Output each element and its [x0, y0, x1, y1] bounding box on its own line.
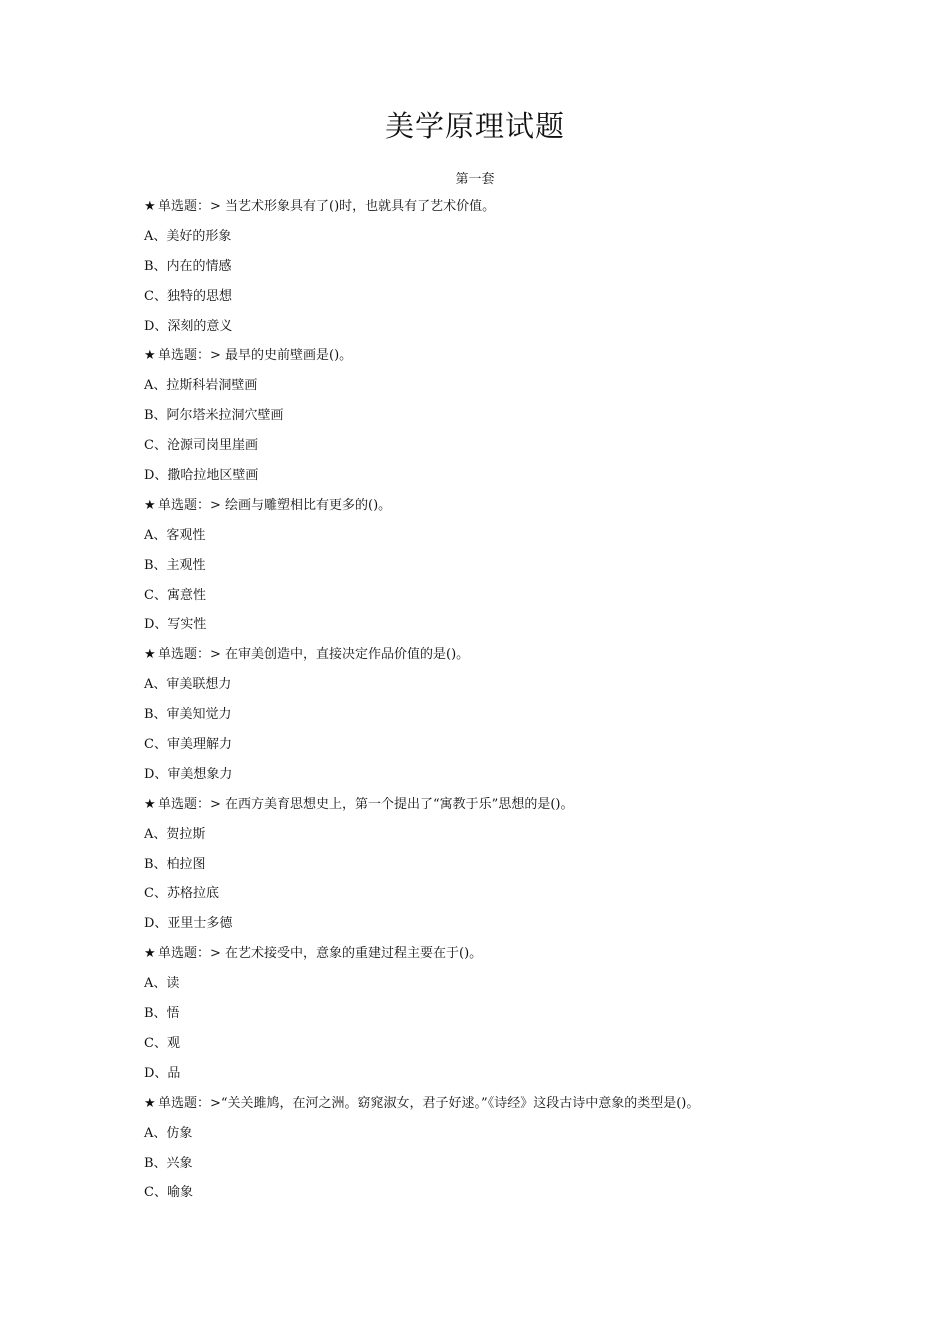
- answer-option: C、喻象: [144, 1185, 193, 1201]
- answer-option: A、客观性: [144, 527, 206, 543]
- answer-option: D、写实性: [144, 617, 207, 633]
- question-stem: [144, 346, 844, 376]
- answer-option: A、审美联想力: [144, 677, 232, 693]
- answer-option: A、贺拉斯: [144, 826, 206, 842]
- question-type-label: 单选题：: [158, 647, 211, 663]
- question-stem: [144, 197, 844, 227]
- star-icon: ★: [144, 497, 156, 513]
- star-icon: ★: [144, 348, 156, 364]
- answer-option: D、亚里士多德: [144, 916, 233, 932]
- answer-option: C、独特的思想: [144, 288, 232, 304]
- star-icon: ★: [144, 796, 156, 812]
- document-subtitle: 第一套: [455, 172, 495, 187]
- answer-option: C、沧源司岗里崖画: [144, 438, 258, 454]
- answer-option: A、读: [144, 976, 180, 992]
- star-icon: ★: [144, 199, 156, 214]
- answer-option: B、主观性: [144, 557, 206, 573]
- question-text: > 在审美创造中，直接决定作品价值的是()。: [210, 647, 470, 663]
- star-icon: ★: [144, 1095, 156, 1111]
- answer-option: C、苏格拉底: [144, 886, 219, 902]
- answer-option: B、内在的情感: [144, 258, 232, 274]
- question-text: > 当艺术形象具有了()时，也就具有了艺术价值。: [210, 199, 496, 214]
- question-stem: [144, 1094, 844, 1124]
- question-stem: [144, 795, 844, 825]
- answer-option: B、柏拉图: [144, 856, 206, 872]
- question-stem: [144, 645, 844, 675]
- answer-option: B、兴象: [144, 1155, 193, 1171]
- answer-option: D、品: [144, 1065, 181, 1081]
- answer-option: A、美好的形象: [144, 228, 232, 244]
- star-icon: ★: [144, 647, 156, 663]
- answer-option: D、撒哈拉地区壁画: [144, 468, 259, 484]
- answer-option: B、悟: [144, 1006, 180, 1022]
- question-text: > 在西方美育思想史上，第一个提出了“寓教于乐”思想的是()。: [210, 796, 574, 812]
- question-stem: [144, 496, 844, 526]
- answer-option: B、阿尔塔米拉洞穴壁画: [144, 408, 284, 424]
- star-icon: ★: [144, 946, 156, 962]
- answer-option: C、观: [144, 1035, 180, 1051]
- question-type-label: 单选题：: [158, 796, 211, 812]
- answer-option: D、审美想象力: [144, 766, 233, 782]
- question-text: > 绘画与雕塑相比有更多的()。: [210, 497, 392, 513]
- question-list: [144, 197, 844, 1213]
- answer-option: B、审美知觉力: [144, 707, 232, 723]
- question-text: > 在艺术接受中，意象的重建过程主要在于()。: [210, 946, 483, 962]
- answer-option: A、拉斯科岩洞壁画: [144, 378, 258, 394]
- answer-option: C、寓意性: [144, 587, 206, 603]
- question-type-label: 单选题：: [158, 946, 211, 962]
- question-text: > 最早的史前壁画是()。: [210, 348, 353, 364]
- question-type-label: 单选题：: [158, 348, 211, 364]
- question-type-label: 单选题：: [158, 497, 211, 513]
- question-stem: [144, 944, 844, 974]
- question-type-label: 单选题：: [158, 199, 211, 214]
- answer-option: C、审美理解力: [144, 737, 232, 753]
- answer-option: A、仿象: [144, 1125, 193, 1141]
- answer-option: D、深刻的意义: [144, 318, 233, 334]
- document-title: 美学原理试题: [384, 109, 565, 143]
- question-text: >“关关雎鸠，在河之洲。窈窕淑女，君子好逑。”《诗经》这段古诗中意象的类型是()。: [210, 1095, 700, 1111]
- question-type-label: 单选题：: [158, 1095, 211, 1111]
